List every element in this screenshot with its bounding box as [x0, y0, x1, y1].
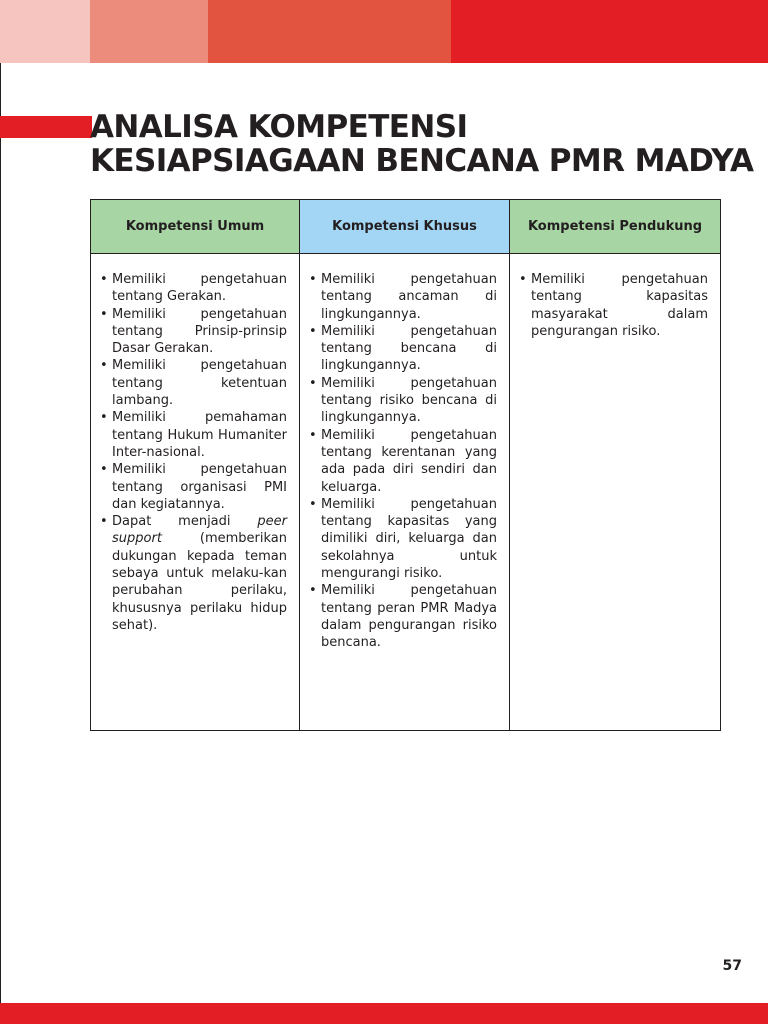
- band-segment-2: [90, 0, 208, 63]
- header-kompetensi-umum: Kompetensi Umum: [91, 200, 300, 254]
- competency-table: [90, 199, 721, 731]
- page-title: [90, 110, 753, 178]
- list-item: • Memiliki pengetahuan tentang Prinsip-prinsip Dasar Gerakan.: [100, 306, 287, 358]
- left-margin-rule: [0, 63, 1, 1003]
- band-segment-3: [208, 0, 451, 63]
- list-item: • Memiliki pengetahuan tentang ancaman di lingkungannya.: [309, 271, 497, 323]
- list-item: • Memiliki pengetahuan tentang kerentanan yang ada pada diri sendiri dan keluarga.: [309, 427, 497, 496]
- cell-kompetensi-umum: [91, 254, 300, 731]
- list-item: • Memiliki pengetahuan tentang Gerakan.: [100, 271, 287, 306]
- list-kompetensi-khusus: [300, 254, 509, 652]
- page-title-line-1: ANALISA KOMPETENSI: [90, 109, 468, 145]
- list-item: • Memiliki pengetahuan tentang kapasitas yang dimiliki diri, keluarga dan sekolahnya untuk mengurangi risiko.: [309, 496, 497, 582]
- band-segment-1: [0, 0, 90, 63]
- title-accent-bar: [0, 116, 92, 138]
- list-item: • Memiliki pengetahuan tentang organisasi PMI dan kegiatannya.: [100, 461, 287, 513]
- cell-kompetensi-pendukung: [510, 254, 721, 731]
- band-segment-4: [451, 0, 768, 63]
- header-kompetensi-pendukung: Kompetensi Pendukung: [510, 200, 721, 254]
- bottom-color-band: [0, 1003, 768, 1024]
- list-item: • Memiliki pengetahuan tentang bencana di lingkungannya.: [309, 323, 497, 375]
- table-body-row: [91, 254, 721, 731]
- list-item: • Memiliki pengetahuan tentang peran PMR Madya dalam pengurangan risiko bencana.: [309, 582, 497, 651]
- list-item: • Dapat menjadi peer support (memberikan dukungan kepada teman sebaya untuk melaku-kan perubahan perilaku, khususnya perilaku hidup sehat).: [100, 513, 287, 634]
- list-item: • Memiliki pengetahuan tentang risiko bencana di lingkungannya.: [309, 375, 497, 427]
- list-item: • Memiliki pengetahuan tentang ketentuan lambang.: [100, 357, 287, 409]
- list-kompetensi-umum: [91, 254, 299, 634]
- table-header-row: [91, 200, 721, 254]
- cell-kompetensi-khusus: [300, 254, 510, 731]
- list-item: • Memiliki pengetahuan tentang kapasitas masyarakat dalam pengurangan risiko.: [519, 271, 708, 340]
- emphasis-peer-support: peer support: [112, 514, 287, 547]
- list-kompetensi-pendukung: [510, 254, 720, 340]
- header-kompetensi-khusus: Kompetensi Khusus: [300, 200, 510, 254]
- page-title-line-2: KESIAPSIAGAAN BENCANA PMR MADYA: [90, 143, 754, 179]
- list-item: • Memiliki pemahaman tentang Hukum Humaniter Inter-nasional.: [100, 409, 287, 461]
- top-color-band: [0, 0, 768, 63]
- page-number: 57: [722, 958, 742, 974]
